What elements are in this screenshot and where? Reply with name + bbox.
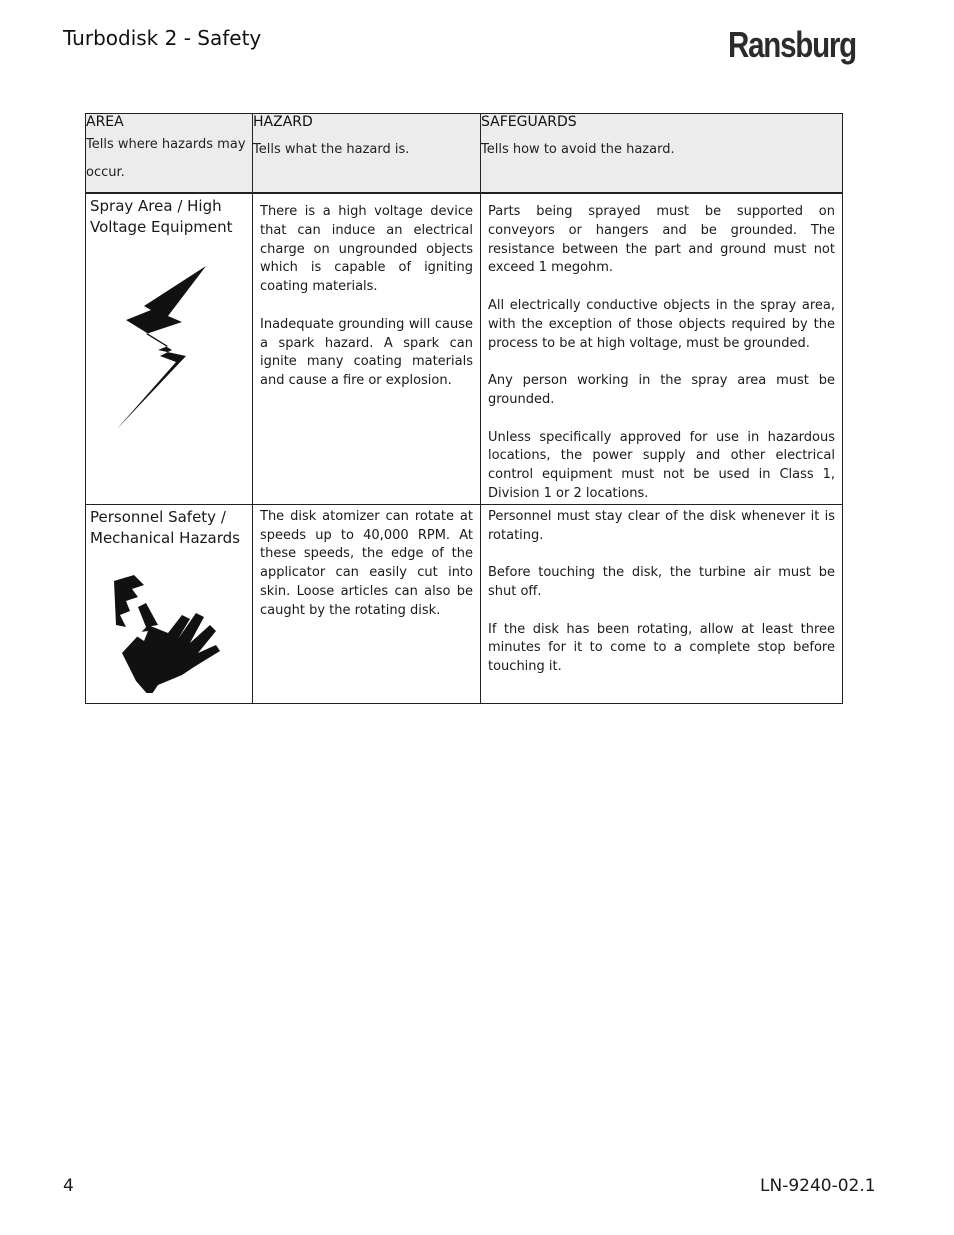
column-title-area: AREA: [86, 114, 124, 130]
area-cell: [86, 504, 253, 703]
safeguard-paragraph: Unless specifically approved for use in hazardous locations, the power supply and other electrical control equipment must not be used in Class 1, Division 1 or 2 locations.: [488, 429, 835, 501]
column-header-hazard: [253, 114, 481, 194]
hazard-cell: [253, 504, 481, 703]
hazard-text: [253, 505, 480, 621]
document-code: LN-9240-02.1: [760, 1176, 876, 1196]
hazard-paragraph: There is a high voltage device that can induce an electrical charge on ungrounded objects which is capable of igniting coating materials.: [260, 204, 473, 295]
safeguard-paragraph: Personnel must stay clear of the disk whenever it is rotating.: [488, 508, 835, 543]
table-header-row: [86, 114, 843, 194]
table-row: [86, 504, 843, 703]
column-header-safeguards: [481, 114, 843, 194]
safeguards-cell: [481, 193, 843, 504]
hazard-paragraph: Inadequate grounding will cause a spark hazard. A spark can ignite many coating materials and cause a fire or explosion.: [260, 316, 473, 389]
safeguard-paragraph: All electrically conductive objects in the spray area, with the exception of those objects required by the process to be at high voltage, must be grounded.: [488, 297, 835, 351]
safeguard-paragraph: Before touching the disk, the turbine air must be shut off.: [488, 565, 835, 599]
hand-cut-hazard-icon: [86, 549, 252, 697]
column-subtitle-area: Tells where hazards may occur.: [86, 137, 246, 180]
hazard-cell: [253, 193, 481, 504]
page-title: Turbodisk 2 - Safety: [63, 26, 262, 50]
area-label: Spray Area / High Voltage Equipment: [90, 197, 233, 236]
high-voltage-lightning-icon: [86, 238, 252, 432]
area-label: Personnel Safety / Mechanical Hazards: [90, 507, 240, 547]
hazard-paragraph: The disk atomizer can rotate at speeds up to 40,000 RPM. At these speeds, the edge of the applicator can easily cut into skin. Loose articles can also be caught by the rotating disk.: [260, 508, 473, 618]
column-title-hazard: HAZARD: [253, 114, 313, 130]
column-subtitle-safeguards: Tells how to avoid the hazard.: [481, 142, 675, 157]
brand-logo: Ransburg: [728, 24, 856, 65]
safeguards-text: [481, 194, 842, 504]
table-row: [86, 193, 843, 504]
safeguard-paragraph: Parts being sprayed must be supported on conveyors or hangers and be grounded. The resistance between the part and ground must not exceed 1 megohm.: [488, 204, 835, 276]
hazard-text: [253, 194, 480, 391]
area-cell: [86, 193, 253, 504]
safeguards-cell: [481, 504, 843, 703]
safeguard-paragraph: Any person working in the spray area must be grounded.: [488, 373, 835, 407]
safeguards-text: [481, 505, 842, 677]
page-number: 4: [63, 1176, 74, 1196]
safeguard-paragraph: If the disk has been rotating, allow at least three minutes for it to come to a complete stop before touching it.: [488, 621, 835, 675]
column-title-safeguards: SAFEGUARDS: [481, 114, 577, 130]
safety-table: [85, 113, 843, 704]
column-subtitle-hazard: Tells what the hazard is.: [253, 142, 410, 157]
column-header-area: [86, 114, 253, 194]
